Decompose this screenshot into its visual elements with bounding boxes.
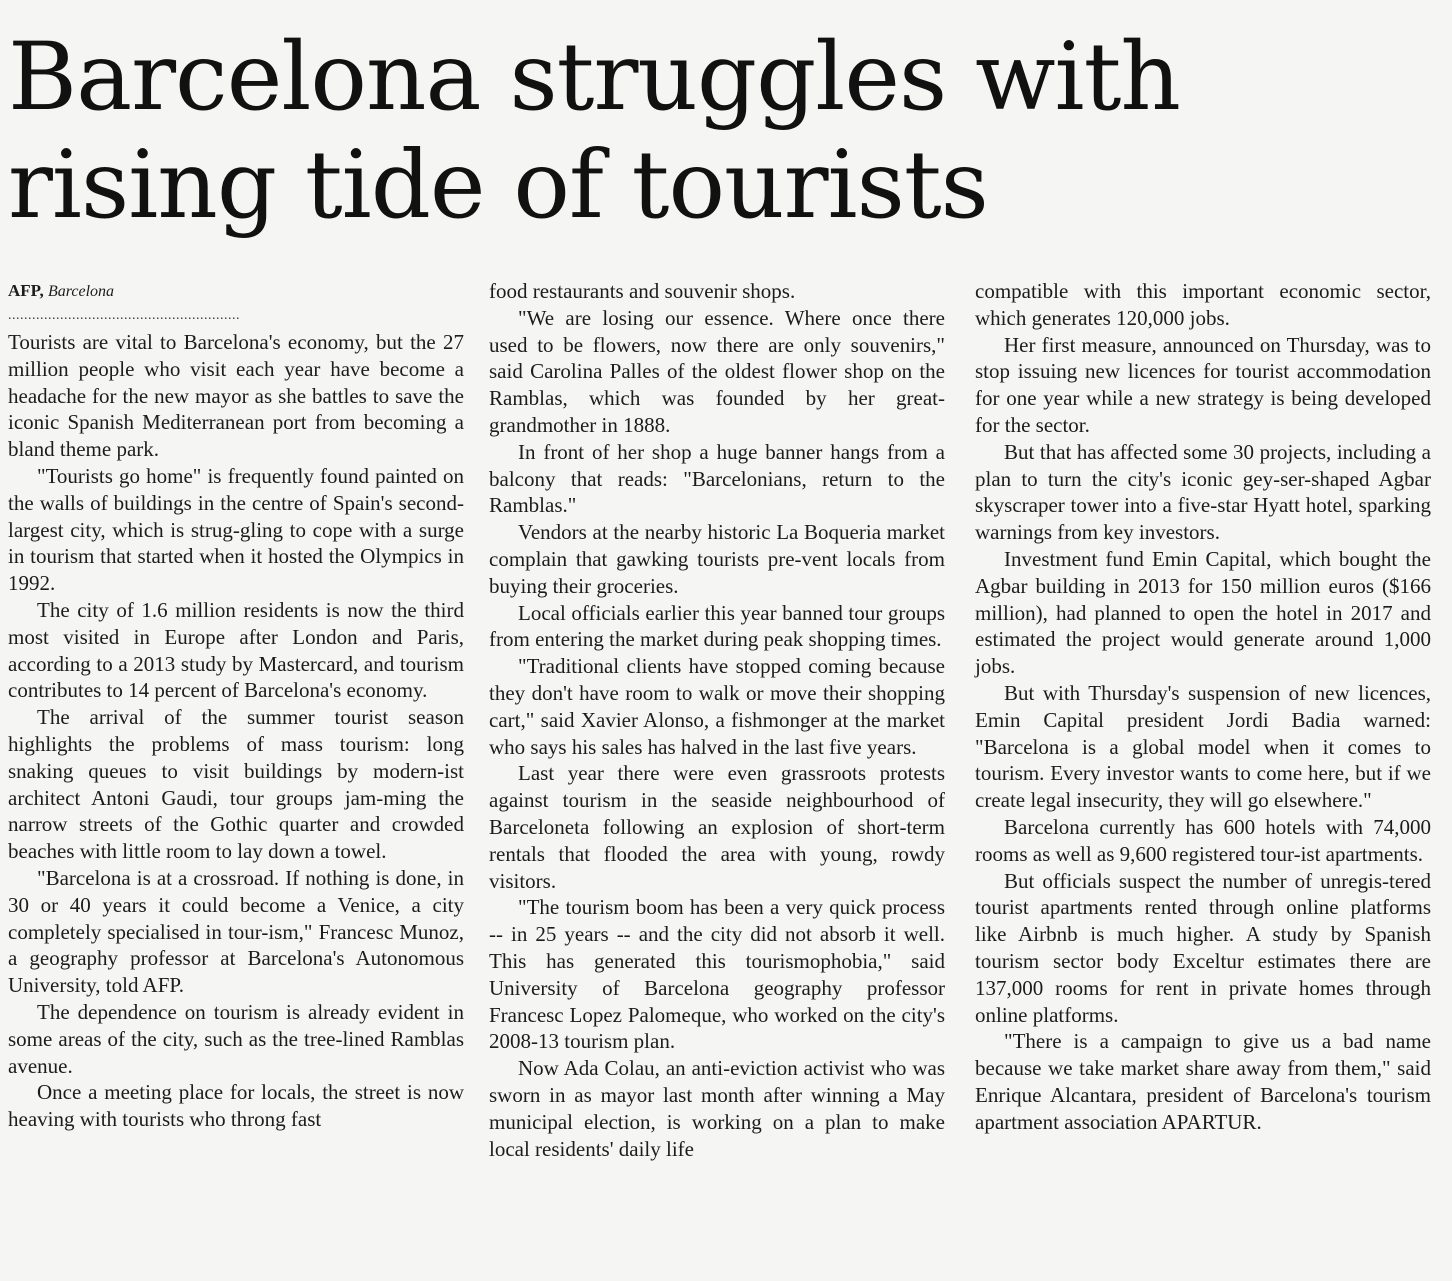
column-1 <box>8 278 464 1133</box>
paragraph: Now Ada Colau, an anti-eviction activist who was sworn in as mayor last month after winning a May municipal election, is working on a plan to make local residents' daily life <box>489 1056 945 1161</box>
paragraph: In front of her shop a huge banner hangs from a balcony that reads: "Barcelonians, return to the Ramblas." <box>489 439 945 518</box>
paragraph: Once a meeting place for locals, the street is now heaving with tourists who throng fast <box>8 1080 464 1132</box>
paragraph: The dependence on tourism is already evident in some areas of the city, such as the tree-lined Ramblas avenue. <box>8 999 464 1078</box>
paragraph: Last year there were even grassroots protests against tourism in the seaside neighbourhood of Barceloneta following an explosion of short-term rentals that flooded the area with young, rowdy visitors. <box>489 761 945 893</box>
paragraph: compatible with this important economic sector, which generates 120,000 jobs. <box>975 279 1431 330</box>
paragraph: "Barcelona is at a crossroad. If nothing is done, in 30 or 40 years it could become a Venice, a city completely specialised in tour-ism," Francesc Munoz, a geography professor at Barcelona's Autonomous University, told AFP. <box>8 865 464 998</box>
paragraph: "The tourism boom has been a very quick process -- in 25 years -- and the city did not absorb it well. This has generated this tourismophobia," said University of Barcelona geography professor Francesc Lopez Palomeque, who worked on the city's 2008-13 tourism plan. <box>489 895 945 1054</box>
paragraph: Local officials earlier this year banned tour groups from entering the market during peak shopping times. <box>489 600 945 652</box>
paragraph: The city of 1.6 million residents is now the third most visited in Europe after London and Paris, according to a 2013 study by Mastercard, and tourism contributes to 14 percent of Barcelona's economy. <box>8 597 464 703</box>
byline <box>8 278 464 305</box>
headline <box>8 24 1438 240</box>
byline-separator: .......................................................... <box>8 309 240 323</box>
headline-line-2: rising tide of tourists <box>8 131 988 240</box>
byline-city: Barcelona <box>48 283 115 300</box>
paragraph: The arrival of the summer tourist season highlights the problems of mass tourism: long snaking queues to visit buildings by modern-ist architect Antoni Gaudi, tour groups jam-ming the narrow streets of the Gothic quarter and crowded beaches with little room to lay down a towel. <box>8 705 464 864</box>
paragraph: Her first measure, announced on Thursday, was to stop issuing new licences for tourist accommodation for one year while a new strategy is being developed for the sector. <box>975 332 1431 437</box>
paragraph: But that has affected some 30 projects, including a plan to turn the city's iconic gey-ser-shaped Agbar skyscraper tower into a five-star Hyatt hotel, sparking warnings from key investors. <box>975 439 1431 545</box>
column-3 <box>975 278 1431 1136</box>
paragraph: Tourists are vital to Barcelona's economy, but the 27 million people who visit each year have become a headache for the new mayor as she battles to save the iconic Spanish Mediterranean port from becoming a bland theme park. <box>8 330 464 462</box>
paragraph: Vendors at the nearby historic La Boqueria market complain that gawking tourists pre-vent locals from buying their groceries. <box>489 520 945 598</box>
paragraph: "There is a campaign to give us a bad name because we take market share away from them," said Enrique Alcantara, president of Barcelona's tourism apartment association APARTUR. <box>975 1029 1431 1134</box>
paragraph: "Tourists go home" is frequently found painted on the walls of buildings in the centre of Spain's second-largest city, which is strug-gling to cope with a surge in tourism that started when it hosted the Olympics in 1992. <box>8 463 464 596</box>
paragraph: "We are losing our essence. Where once there used to be flowers, now there are only souvenirs," said Carolina Palles of the oldest flower shop on the Ramblas, which was founded by her great-grandmother in 1888. <box>489 305 945 437</box>
byline-agency: AFP, <box>8 281 44 300</box>
paragraph: Investment fund Emin Capital, which bought the Agbar building in 2013 for 150 million euros ($166 million), had planned to open the hotel in 2017 and estimated the project would generate around 1,000 jobs. <box>975 546 1431 679</box>
paragraph: But with Thursday's suspension of new licences, Emin Capital president Jordi Badia warned: "Barcelona is a global model when it comes to tourism. Every investor wants to come here, but if we create legal insecurity, they will go elsewhere." <box>975 680 1431 813</box>
headline-line-1: Barcelona struggles with <box>8 23 1180 132</box>
column-2 <box>489 278 945 1162</box>
paragraph: food restaurants and souvenir shops. <box>489 279 796 303</box>
paragraph: But officials suspect the number of unregis-tered tourist apartments rented through online platforms like Airbnb is much higher. A study by Spanish tourism sector body Exceltur estimates there are 137,000 rooms for rent in private homes through online platforms. <box>975 868 1431 1027</box>
article-body <box>8 278 1436 1258</box>
paragraph: Barcelona currently has 600 hotels with 74,000 rooms as well as 9,600 registered tour-ist apartments. <box>975 814 1431 866</box>
paragraph: "Traditional clients have stopped coming because they don't have room to walk or move their shopping cart," said Xavier Alonso, a fishmonger at the market who says his sales has halved in the last five years. <box>489 654 945 759</box>
